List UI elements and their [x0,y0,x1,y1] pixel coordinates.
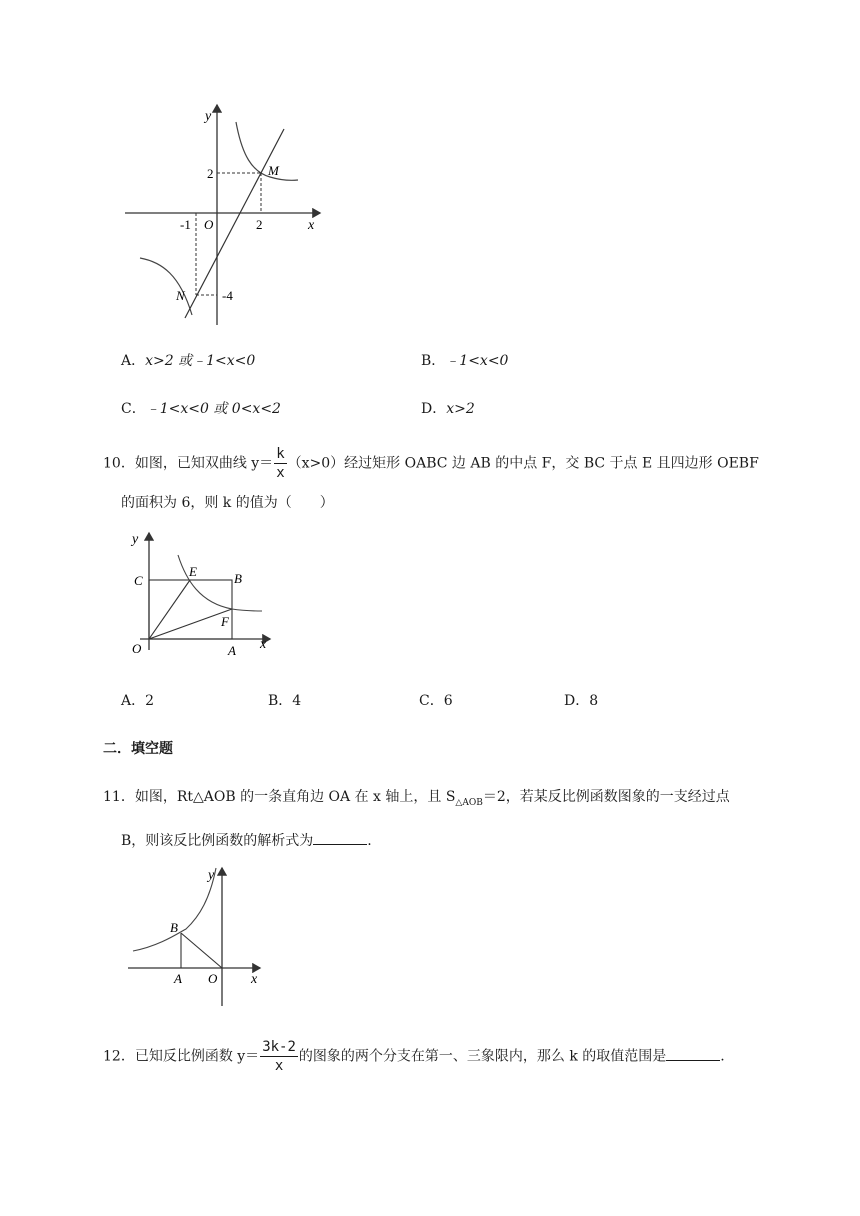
point-e-label: E [189,564,197,579]
y-label: y [132,532,139,547]
y-label: y [208,868,215,883]
segment-bo [181,933,222,968]
hyperbola-branch [133,868,216,951]
line-mn [185,129,284,318]
q12-stem: 12．已知反比例函数 y＝ $\frac{3k-2}{x}$ 的图象的两个分支在第一、三象限内，那么 k 的取值范围是 . [103,1039,725,1074]
segment-of [149,609,232,639]
q11-stem-line-2: B，则该反比例函数的解析式为 . [121,833,372,849]
q9-option-c: C．﹣1<x<0 或 0<x<2 [121,401,281,417]
q10-graph [120,525,280,665]
hyperbola-branch-1 [236,122,298,180]
tick-neg4: -4 [222,288,233,303]
q10-option-b: B．4 [268,693,302,709]
origin-label: O [132,641,142,656]
segment-oe [149,580,190,639]
answer-blank [313,832,367,845]
point-a-label: A [228,643,236,658]
point-b-label: B [234,571,242,586]
q11-graph [120,862,270,1010]
point-b-label: B [170,920,178,935]
origin-label: O [208,971,218,986]
fraction-3k-2-over-x: $\frac{3k-2}{x}$ [262,1039,296,1074]
tick-2-y: 2 [207,166,214,181]
hyperbola-branch-3 [140,258,192,315]
tick-neg1: -1 [180,217,191,232]
point-c-label: C [134,573,143,588]
q9-option-b: B．﹣1<x<0 [421,353,509,369]
q10-stem-line-1: 10．如图，已知双曲线 y＝ $\frac{k}{x}$ （x>0）经过矩形 OABC 边 AB 的中点 F，交 BC 于点 E 且四边形 OEBF [103,446,759,481]
q9-graph [120,100,330,330]
q10-option-d: D．8 [564,693,599,709]
point-f-label: F [221,614,229,629]
q10-option-a: A．2 [121,693,155,709]
q10-stem-line-2: 的面积为 6，则 k 的值为（ ） [121,495,334,511]
point-n-label: N [176,288,185,303]
q9-option-d: D．x>2 [421,401,475,417]
x-label: x [308,218,315,233]
tick-2-x: 2 [256,217,263,232]
rectangle-oabc [149,580,232,639]
answer-blank [666,1048,720,1061]
fraction-k-over-x: $\frac{k}{x}$ [276,446,285,481]
section-heading-fill-in: 二．填空题 [103,741,173,757]
x-label: x [251,972,258,987]
origin-label: O [204,217,214,232]
y-label: y [205,109,212,124]
point-m-label: M [268,163,279,178]
q11-stem-line-1: 11．如图，Rt△AOB 的一条直角边 OA 在 x 轴上，且 $S_{\triangle AOB}=2$，若某反比例函数图象的一支经过点 [103,789,730,808]
q10-option-c: C．6 [419,693,453,709]
x-label: x [260,637,267,652]
q9-option-a: A．x>2 或﹣1<x<0 [121,353,256,369]
point-a-label: A [174,971,182,986]
